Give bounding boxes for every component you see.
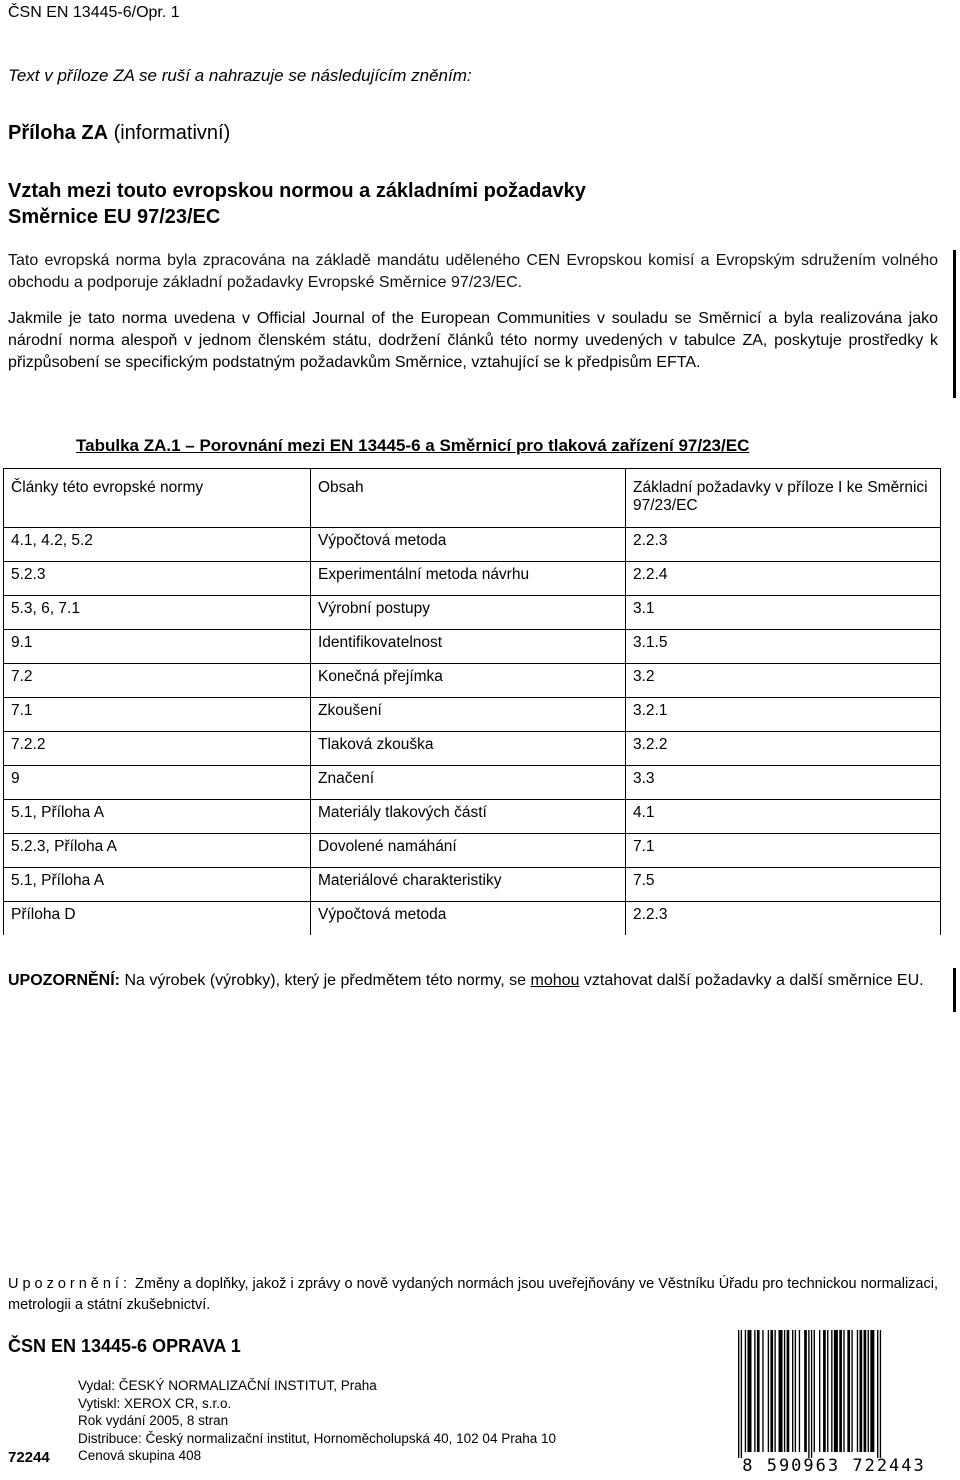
barcode-bar: [843, 1330, 844, 1452]
barcode-bar: [799, 1330, 800, 1452]
content-cell: Konečná přejímka: [311, 664, 626, 698]
barcode-bar: [795, 1330, 796, 1452]
notice-label: Upozornění:: [8, 1276, 131, 1292]
article-cell: Příloha D: [4, 902, 311, 936]
barcode-bar: [870, 1330, 874, 1452]
table-row: [4, 528, 941, 562]
barcode-bar: [768, 1330, 769, 1452]
requirement-cell: 2.2.3: [626, 902, 941, 936]
barcode-bar: [754, 1330, 755, 1452]
barcode-bar: [779, 1330, 783, 1452]
article-cell: 5.3, 6, 7.1: [4, 596, 311, 630]
barcode-bar: [827, 1330, 828, 1452]
barcode-bar: [762, 1330, 763, 1452]
content-cell: Výpočtová metoda: [311, 902, 626, 936]
table-caption: [76, 436, 749, 456]
relation-title: [8, 178, 908, 230]
barcode-image: [734, 1330, 934, 1458]
barcode-bar: [847, 1330, 850, 1452]
barcode-digits: 8 590963 722443: [742, 1456, 926, 1476]
warning-text-before: Na výrobek (výrobky), který je předmětem této normy, se: [120, 972, 531, 989]
article-cell: 7.1: [4, 698, 311, 732]
article-cell: 7.2: [4, 664, 311, 698]
barcode-bar: [787, 1330, 790, 1452]
content-cell: Tlaková zkouška: [311, 732, 626, 766]
table-row: [4, 800, 941, 834]
barcode-bar: [864, 1330, 867, 1452]
warning-text-after: vztahovat další požadavky a další směrnice EU.: [579, 972, 924, 989]
warning-label: UPOZORNĚNÍ:: [8, 972, 120, 989]
annex-title: [8, 122, 230, 145]
table-row: [4, 562, 941, 596]
change-bar: [953, 968, 956, 1012]
barcode-bar: [738, 1330, 739, 1458]
requirement-cell: 3.1.5: [626, 630, 941, 664]
barcode-bar: [868, 1330, 869, 1452]
barcode-bar: [877, 1330, 878, 1458]
article-cell: 9.1: [4, 630, 311, 664]
notice-text: Změny a doplňky, jakož i zprávy o nově vydaných normách jsou uveřejňovány ve Věstníku Úřadu pro technickou normalizaci, metrologii a státní zkušebnictví.: [8, 1276, 938, 1313]
article-cell: 5.2.3: [4, 562, 311, 596]
article-cell: 5.1, Příloha A: [4, 800, 311, 834]
comparison-table: [3, 468, 941, 935]
table-row: [4, 732, 941, 766]
change-bar: [953, 250, 956, 398]
content-cell: Experimentální metoda návrhu: [311, 562, 626, 596]
article-cell: 4.1, 4.2, 5.2: [4, 528, 311, 562]
article-cell: 5.1, Příloha A: [4, 868, 311, 902]
publisher-line: Rok vydání 2005, 8 stran: [78, 1413, 229, 1428]
requirement-cell: 3.3: [626, 766, 941, 800]
intro-text: Text v příloze ZA se ruší a nahrazuje se následujícím zněním:: [8, 66, 472, 85]
article-cell: 9: [4, 766, 311, 800]
table-row: [4, 664, 941, 698]
table-header-cell: Základní požadavky v příloze I ke Směrnici 97/23/EC: [626, 469, 941, 528]
table-caption-text: – Porovnání mezi EN 13445-6 a Směrnicí pro tlaková zařízení 97/23/EC: [180, 436, 750, 455]
content-cell: Materiálové charakteristiky: [311, 868, 626, 902]
barcode-bar: [811, 1330, 812, 1458]
publisher-line: Cenová skupina 408: [78, 1448, 202, 1463]
barcode-bar: [823, 1330, 826, 1452]
article-cell: 7.2.2: [4, 732, 311, 766]
content-cell: Identifikovatelnost: [311, 630, 626, 664]
barcode-bar: [804, 1330, 807, 1452]
barcode-bar: [851, 1330, 852, 1452]
table-row: [4, 630, 941, 664]
paragraph-mandate: Tato evropská norma byla zpracována na základě mandátu uděleného CEN Evropskou komisí a Evropským sdružením volného obchodu a podporuje základní požadavky Evropské Směrnice 97/23/EC.: [8, 252, 938, 291]
table-row: [4, 596, 941, 630]
barcode-bar: [757, 1330, 760, 1452]
article-cell: 5.2.3, Příloha A: [4, 834, 311, 868]
requirement-cell: 2.2.3: [626, 528, 941, 562]
barcode-bar: [839, 1330, 842, 1452]
table-row: [4, 834, 941, 868]
barcode-bar: [770, 1330, 773, 1452]
paragraph-official-journal: Jakmile je tato norma uvedena v Official Journal of the European Communities v souladu se Směrnicí a byla realizována jako národní norma alespoň v jednom členském státu, dodržení článků této normy uvedených v tabulce ZA, poskytuje prostředky k přizpůsobení se specifickým podstatným požadavkům Směrnice, vztahující se k předpisům EFTA.: [8, 310, 938, 371]
table-header-cell: Články této evropské normy: [4, 469, 311, 528]
requirement-cell: 3.2.1: [626, 698, 941, 732]
catalog-number: 72244: [8, 1449, 50, 1466]
table-row: [4, 766, 941, 800]
barcode-bar: [808, 1330, 809, 1458]
content-cell: Výpočtová metoda: [311, 528, 626, 562]
table-row: [4, 698, 941, 732]
warning-paragraph: [8, 970, 938, 992]
table-header-row: [4, 469, 941, 528]
content-cell: Výrobní postupy: [311, 596, 626, 630]
publisher-line: Vytiskl: XEROX CR, s.r.o.: [78, 1395, 232, 1411]
content-cell: Zkoušení: [311, 698, 626, 732]
table-row: [4, 868, 941, 902]
relation-title-line2: Směrnice EU 97/23/EC: [8, 206, 221, 228]
barcode-bar: [880, 1330, 881, 1458]
content-cell: Značení: [311, 766, 626, 800]
barcode-bar: [857, 1330, 858, 1452]
barcode-bar: [860, 1330, 863, 1452]
barcode-bar: [745, 1330, 746, 1452]
requirement-cell: 7.1: [626, 834, 941, 868]
barcode-bar: [831, 1330, 832, 1452]
barcode-bar: [792, 1330, 793, 1452]
requirement-cell: 4.1: [626, 800, 941, 834]
warning-underlined: mohou: [530, 972, 580, 989]
annex-name: Příloha ZA: [8, 122, 109, 144]
barcode-bar: [819, 1330, 820, 1452]
table-header-cell: Obsah: [311, 469, 626, 528]
barcode-bar: [774, 1330, 775, 1452]
requirement-cell: 3.2: [626, 664, 941, 698]
requirement-cell: 7.5: [626, 868, 941, 902]
annex-subtitle: (informativní): [113, 122, 231, 144]
barcode-bar: [747, 1330, 751, 1452]
barcode-bar: [741, 1330, 742, 1458]
barcode-bar: [784, 1330, 785, 1452]
content-cell: Materiály tlakových částí: [311, 800, 626, 834]
requirement-cell: 3.2.2: [626, 732, 941, 766]
document-header: ČSN EN 13445-6/Opr. 1: [8, 4, 180, 21]
relation-title-line1: Vztah mezi touto evropskou normou a základními požadavky: [8, 180, 586, 202]
requirement-cell: 3.1: [626, 596, 941, 630]
requirement-cell: 2.2.4: [626, 562, 941, 596]
publisher-line: Distribuce: Český normalizační institut, Hornoměcholupská 40, 102 04 Praha 10: [78, 1430, 556, 1446]
barcode-bar: [834, 1330, 838, 1452]
publisher-line: Vydal: ČESKÝ NORMALIZAČNÍ INSTITUT, Praha: [78, 1378, 377, 1393]
content-cell: Dovolené namáhání: [311, 834, 626, 868]
publisher-info: [78, 1377, 556, 1465]
table-caption-number: Tabulka ZA.1: [76, 436, 181, 455]
barcode-bar: [814, 1330, 815, 1452]
table-row: [4, 902, 941, 936]
standard-code-title: ČSN EN 13445-6 OPRAVA 1: [8, 1336, 241, 1356]
notice-paragraph: [8, 1274, 938, 1316]
